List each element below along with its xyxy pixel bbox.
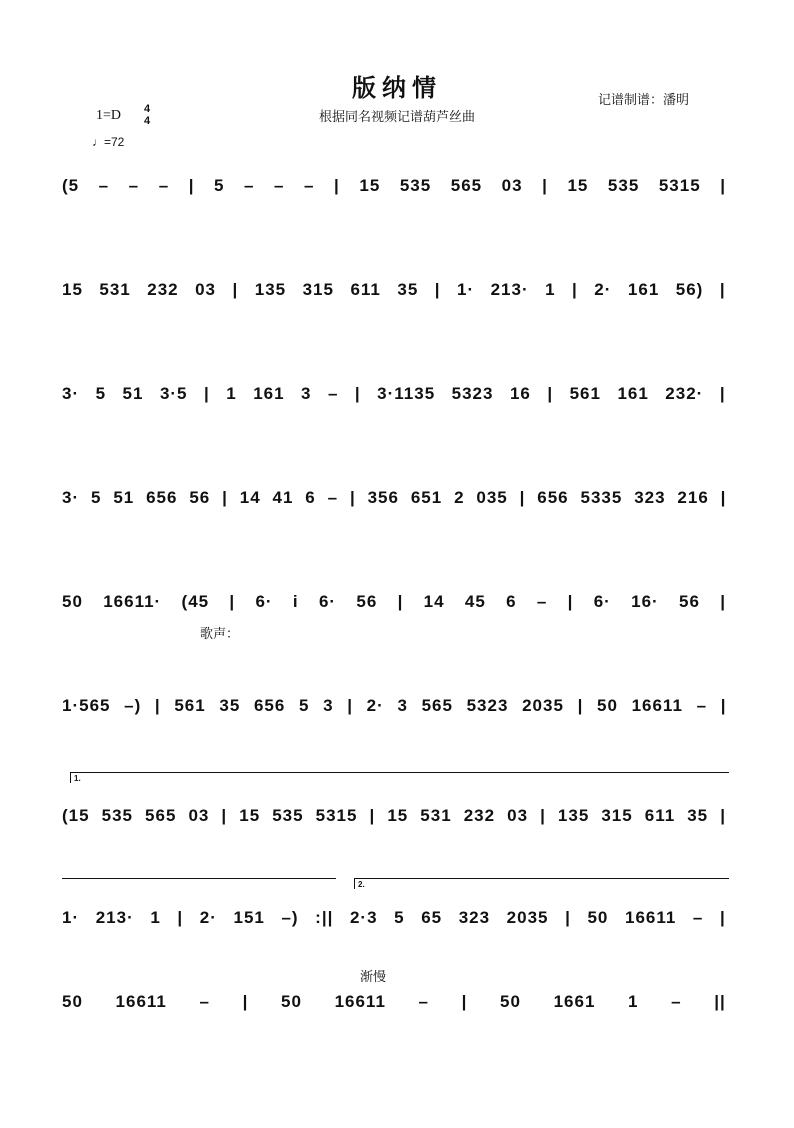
subtitle: 根据同名视频记谱葫芦丝曲 (318, 109, 475, 124)
row-notes: (15 535 565 03 | 15 535 5315 | 15 531 232 03 | 135 315 611 35 | (62, 806, 726, 825)
key-signature: 1=D (96, 108, 122, 123)
volta-bracket-1 (70, 772, 729, 783)
volta-1-label: 1. (74, 774, 81, 783)
row-notes: 1· 213· 1 | 2· 151 –) :|| 2·3 5 65 323 2035 | 50 16611 – | (62, 908, 726, 927)
row-notes: 50 16611· (45 | 6· i 6· 56 | 14 45 6 – | 6· 16· 56 | (62, 592, 726, 611)
volta-1-continuation (62, 878, 336, 879)
tempo-marking: ♩=72 (92, 135, 125, 149)
page-title: 版纳情 (352, 73, 442, 102)
row-notes: 3· 5 51 3·5 | 1 161 3 – | 3·1135 5323 16 | 561 161 232· | (62, 384, 726, 403)
ritardando-marking: 渐慢 (360, 969, 387, 984)
row-notes: 3· 5 51 656 56 | 14 41 6 – | 356 651 2 035 | 656 5335 323 216 | (62, 488, 727, 507)
row-notes: (5 – – – | 5 – – – | 15 535 565 03 | 15 535 5315 | (62, 176, 726, 195)
time-signature (142, 103, 152, 127)
time-signature-bottom: 4 (143, 115, 151, 127)
row-notes: 15 531 232 03 | 135 315 611 35 | 1· 213· 1 | 2· 161 56) | (62, 280, 726, 299)
time-signature-top: 4 (143, 103, 151, 115)
lyric-label: 歌声： (200, 626, 240, 641)
volta-bracket-2 (354, 878, 729, 889)
volta-2-label: 2. (358, 880, 365, 889)
row-notes: 1·565 –) | 561 35 656 5 3 | 2· 3 565 5323 2035 | 50 16611 – | (62, 696, 727, 715)
row-notes: 50 16611 – | 50 16611 – | 50 1661 1 – || (62, 992, 726, 1011)
transcriber-credit: 记谱制谱：潘明 (598, 92, 690, 107)
